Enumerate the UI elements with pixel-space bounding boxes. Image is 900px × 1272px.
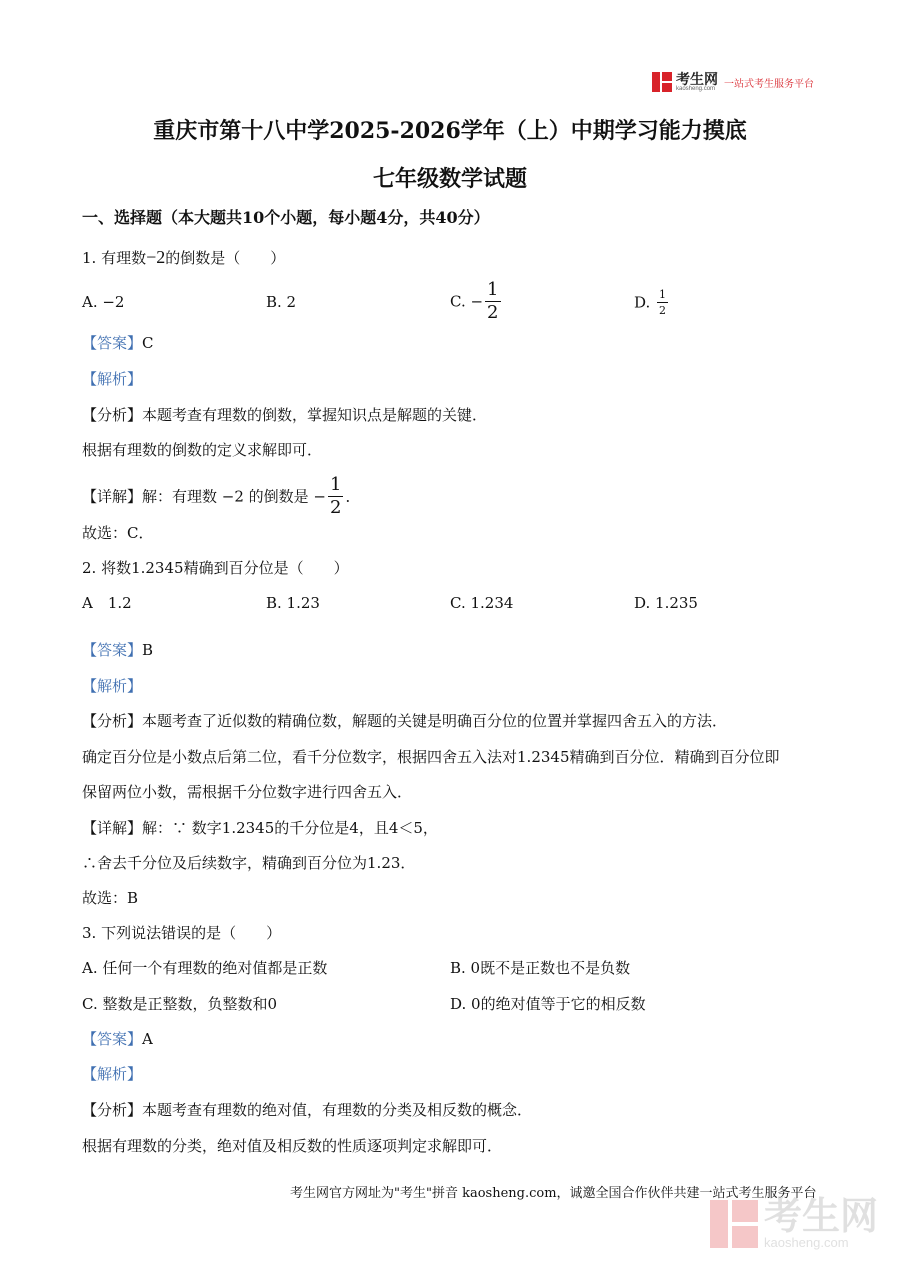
q1-option-b: B. 2 bbox=[266, 293, 297, 311]
fraction-numerator: 1 bbox=[487, 279, 499, 300]
q2-explanation-2: 保留两位小数，需根据千分位数字进行四舍五入． bbox=[82, 783, 413, 801]
q1-stem-number: −2 bbox=[146, 247, 166, 267]
detail-end: ． bbox=[345, 487, 361, 506]
q1-analysis-tag: 【解析】 bbox=[82, 370, 143, 388]
logo-icon bbox=[652, 72, 672, 92]
q2-explanation-1: 确定百分位是小数点后第二位，看千分位数字，根据四舍五入法对1.2345精确到百分位．精确到百分位即 bbox=[82, 748, 780, 766]
watermark bbox=[710, 1198, 878, 1249]
q3-answer bbox=[82, 1029, 153, 1049]
logo-slogan: 一站式考生服务平台 bbox=[724, 78, 814, 90]
question-2-stem: 2. 将数1.2345精确到百分位是（ ） bbox=[82, 559, 349, 577]
q1-option-c-fraction bbox=[485, 281, 500, 322]
page-title: 重庆市第十八中学2025-2026学年（上）中期学习能力摸底 bbox=[153, 118, 747, 144]
q3-option-c: C. 整数是正整数，负整数和0 bbox=[82, 995, 278, 1013]
question-1-stem bbox=[82, 247, 285, 268]
answer-tag: 【答案】 bbox=[82, 1030, 143, 1048]
watermark-name: 考生网 bbox=[763, 1196, 878, 1238]
footer-text: 考生网官方网址为"考生"拼音 kaosheng.com，诚邀全国合作伙伴共建一站式考生服务平台 bbox=[290, 1186, 817, 1201]
q1-option-a: A. −2 bbox=[82, 293, 125, 311]
q1-stem-end: 的倒数是（ ） bbox=[165, 249, 286, 267]
q1-fenxi bbox=[82, 405, 487, 425]
q3-fenxi bbox=[82, 1100, 532, 1120]
q1-option-c bbox=[450, 281, 503, 322]
q3-option-a: A. 任何一个有理数的绝对值都是正数 bbox=[82, 959, 328, 977]
answer-tag: 【答案】 bbox=[82, 334, 143, 352]
detail-tag: 【详解】 bbox=[82, 487, 143, 506]
answer-value: A bbox=[142, 1030, 153, 1048]
q1-option-d-fraction bbox=[657, 289, 668, 316]
page-subtitle: 七年级数学试题 bbox=[372, 166, 527, 192]
q3-option-d: D. 0的绝对值等于它的相反数 bbox=[450, 995, 646, 1013]
q3-analysis-tag: 【解析】 bbox=[82, 1065, 143, 1083]
q2-option-a: A 1.2 bbox=[82, 594, 132, 612]
q2-option-b: B. 1.23 bbox=[266, 594, 320, 612]
q2-analysis-tag: 【解析】 bbox=[82, 677, 143, 695]
fenxi-text: 本题考查了近似数的精确位数，解题的关键是明确百分位的位置并掌握四舍五入的方法． bbox=[142, 712, 728, 730]
q3-option-b: B. 0既不是正数也不是负数 bbox=[450, 959, 631, 977]
q1-explanation: 根据有理数的倒数的定义求解即可． bbox=[82, 441, 323, 459]
fenxi-tag: 【分析】 bbox=[82, 1101, 143, 1119]
answer-value: C bbox=[142, 334, 154, 352]
logo-domain: kaosheng.com bbox=[676, 86, 716, 92]
fraction-denominator: 2 bbox=[487, 302, 499, 323]
detail-text: 解：∵ 数字1.2345的千分位是4，且4＜5， bbox=[142, 819, 438, 837]
fraction-denominator: 2 bbox=[659, 304, 667, 317]
q1-option-d-label: D. bbox=[634, 293, 656, 312]
q2-choose: 故选：B bbox=[82, 889, 139, 907]
q1-detail bbox=[82, 476, 360, 517]
q1-choose: 故选：C． bbox=[82, 524, 154, 542]
q2-answer bbox=[82, 640, 153, 660]
answer-tag: 【答案】 bbox=[82, 641, 143, 659]
header-logo bbox=[652, 72, 814, 92]
fraction-denominator: 2 bbox=[330, 497, 342, 518]
q2-detail bbox=[82, 818, 438, 838]
fenxi-text: 本题考查有理数的倒数，掌握知识点是解题的关键． bbox=[142, 406, 488, 424]
fraction-numerator: 1 bbox=[659, 288, 667, 301]
q2-option-c: C. 1.234 bbox=[450, 594, 514, 612]
answer-value: B bbox=[142, 641, 154, 659]
q1-detail-fraction bbox=[328, 476, 343, 517]
q2-option-d: D. 1.235 bbox=[634, 594, 698, 612]
fenxi-text: 本题考查有理数的绝对值，有理数的分类及相反数的概念． bbox=[142, 1101, 533, 1119]
q2-fenxi bbox=[82, 711, 727, 731]
q2-conclusion: ∴舍去千分位及后续数字，精确到百分位为1.23． bbox=[82, 854, 416, 872]
detail-text: 解：有理数 −2 的倒数是 − bbox=[142, 487, 327, 506]
watermark-domain: kaosheng.com bbox=[763, 1235, 849, 1250]
q1-stem-text: 1. 有理数 bbox=[82, 249, 147, 267]
detail-tag: 【详解】 bbox=[82, 819, 143, 837]
q3-explanation: 根据有理数的分类，绝对值及相反数的性质逐项判定求解即可． bbox=[82, 1137, 503, 1155]
question-3-stem: 3. 下列说法错误的是（ ） bbox=[82, 924, 282, 942]
q1-answer bbox=[82, 333, 154, 353]
watermark-logo-icon bbox=[710, 1200, 758, 1248]
fenxi-tag: 【分析】 bbox=[82, 712, 143, 730]
q1-option-c-label: C. − bbox=[450, 292, 484, 311]
fraction-numerator: 1 bbox=[330, 474, 342, 495]
logo-text bbox=[676, 72, 718, 92]
section-heading: 一、选择题（本大题共10个小题，每小题4分，共40分） bbox=[82, 208, 490, 227]
logo-name: 考生网 bbox=[676, 71, 718, 87]
fenxi-tag: 【分析】 bbox=[82, 406, 143, 424]
q1-option-d bbox=[634, 289, 670, 316]
